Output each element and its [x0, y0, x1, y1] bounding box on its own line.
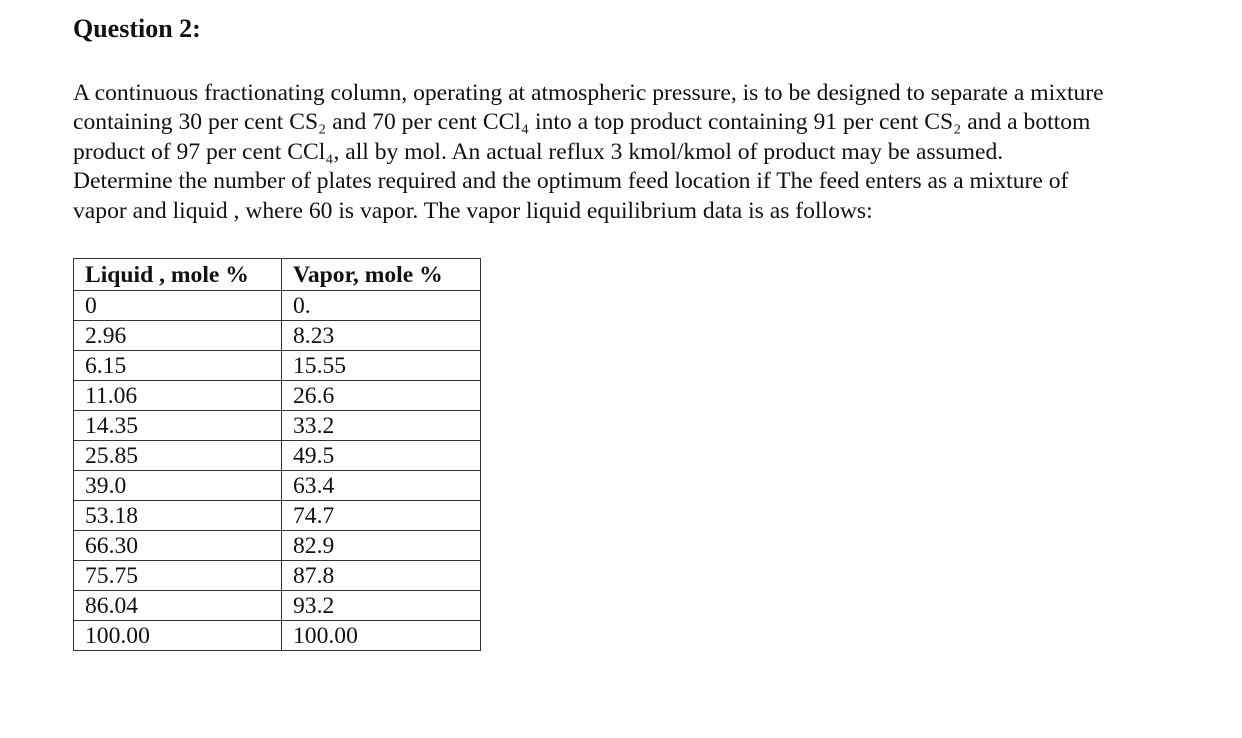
table-row: [74, 591, 481, 621]
liquid-cell: 11.06: [74, 381, 282, 411]
vapor-cell: 33.2: [282, 411, 481, 441]
question-title: Question 2:: [73, 14, 201, 43]
liquid-cell: 25.85: [74, 441, 282, 471]
vapor-cell: 49.5: [282, 441, 481, 471]
liquid-cell: 14.35: [74, 411, 282, 441]
vapor-cell: 8.23: [282, 321, 481, 351]
liquid-cell: 100.00: [74, 621, 282, 651]
vapor-cell: 100.00: [282, 621, 481, 651]
statement-line: containing 30 per cent CS₂ and 70 per cent CCl₄ into a top product containing 91 per cent CS₂ and a bottom: [73, 109, 1091, 136]
liquid-column-header: Liquid , mole %: [74, 259, 282, 291]
vapor-cell: 93.2: [282, 591, 481, 621]
liquid-cell: 66.30: [74, 531, 282, 561]
vapor-cell: 82.9: [282, 531, 481, 561]
table-row: [74, 441, 481, 471]
table-row: [74, 291, 481, 321]
liquid-cell: 86.04: [74, 591, 282, 621]
vapor-cell: 87.8: [282, 561, 481, 591]
statement-line: A continuous fractionating column, operating at atmospheric pressure, is to be designed to separate a mixture: [73, 80, 1104, 106]
problem-statement: [73, 79, 1193, 226]
vapor-cell: 0.: [282, 291, 481, 321]
liquid-cell: 39.0: [74, 471, 282, 501]
vle-data-table: [73, 258, 481, 651]
liquid-cell: 6.15: [74, 351, 282, 381]
liquid-cell: 75.75: [74, 561, 282, 591]
table-header-row: [74, 259, 481, 291]
vapor-cell: 74.7: [282, 501, 481, 531]
vapor-cell: 26.6: [282, 381, 481, 411]
table-row: [74, 411, 481, 441]
table-row: [74, 561, 481, 591]
vapor-cell: 15.55: [282, 351, 481, 381]
statement-line: Determine the number of plates required and the optimum feed location if The feed enters as a mixture of: [73, 168, 1069, 195]
statement-line: product of 97 per cent CCl₄, all by mol. An actual reflux 3 kmol/kmol of product may be assumed.: [73, 138, 1004, 165]
table-row: [74, 351, 481, 381]
table-row: [74, 321, 481, 351]
liquid-cell: 2.96: [74, 321, 282, 351]
table-row: [74, 621, 481, 651]
liquid-cell: 53.18: [74, 501, 282, 531]
vapor-cell: 63.4: [282, 471, 481, 501]
table-row: [74, 531, 481, 561]
statement-line: vapor and liquid , where 60 is vapor. The vapor liquid equilibrium data is as follows:: [73, 197, 873, 224]
vapor-column-header: Vapor, mole %: [282, 259, 481, 291]
table-row: [74, 381, 481, 411]
table-row: [74, 501, 481, 531]
table-row: [74, 471, 481, 501]
liquid-cell: 0: [74, 291, 282, 321]
